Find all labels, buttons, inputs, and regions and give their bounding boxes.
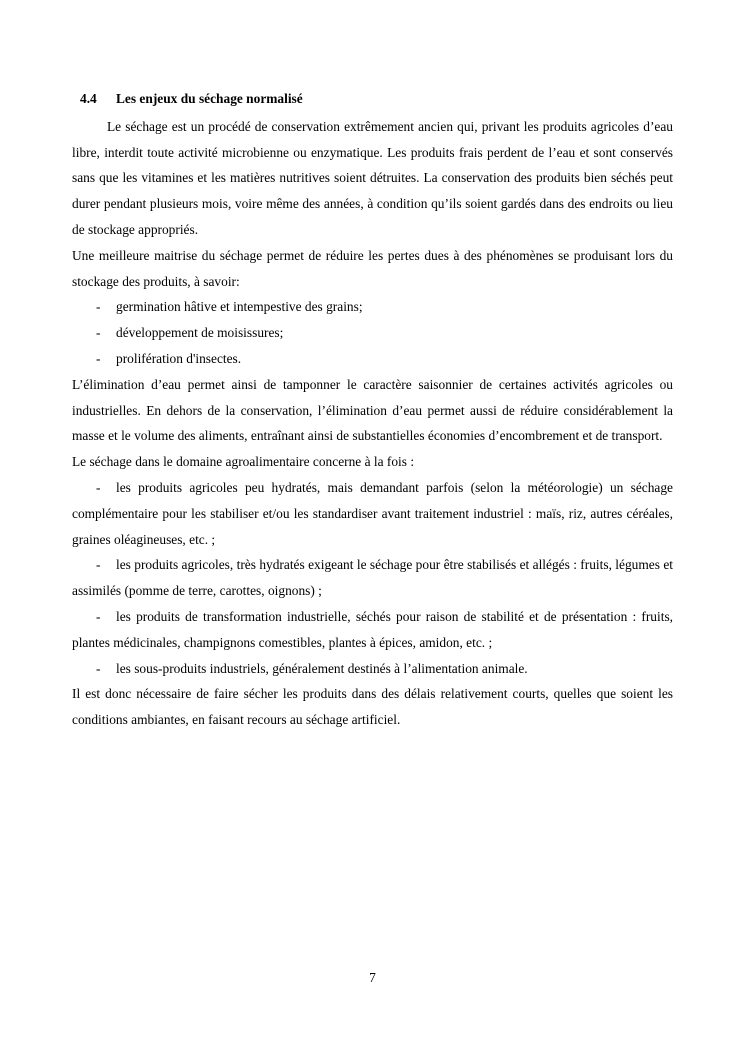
section-number: 4.4 [80,91,97,106]
list-item [72,294,673,320]
list-item [72,656,673,682]
products-list [72,475,673,681]
list-item-text: les produits agricoles, très hydratés exigeant le séchage pour être stabilisés et allégés : fruits, légumes et assimilés (pomme de terre, carottes, oignons) ; [72,557,673,599]
list-item-text: prolifération d'insectes. [116,350,242,366]
paragraph-water-removal: L’élimination d’eau permet ainsi de tamponner le caractère saisonnier de certaines activités agricoles ou industrielles. En dehors de la conservation, l’élimination d’eau permet aussi de réduire considérablement la masse et le volume des aliments, entraînant ainsi de substantielles économies d’encombrement et de transport. [72,376,673,444]
list-dash: - [96,660,101,676]
list-item-text: les produits agricoles peu hydratés, mais demandant parfois (selon la météorologie) un séchage complémentaire pour les stabiliser et/ou les standardiser avant traitement industriel : maïs, riz, autres céréales, graines oléagineuses, etc. ; [72,479,673,547]
list-item [72,604,673,656]
list-dash: - [96,350,101,366]
list-item-text: germination hâtive et intempestive des grains; [116,299,363,315]
list-item [72,346,673,372]
paragraph-agrofood: Le séchage dans le domaine agroalimentaire concerne à la fois : [72,454,415,470]
list-item-text: les produits de transformation industrielle, séchés pour raison de stabilité et de présentation : fruits, plantes médicinales, champignons comestibles, plantes à épices, amidon, etc. ; [72,608,673,650]
list-dash: - [96,479,101,495]
list-dash: - [96,608,101,624]
paragraph-intro: Le séchage est un procédé de conservation extrêmement ancien qui, privant les produits agricoles d’eau libre, interdit toute activité microbienne ou enzymatique. Les produits frais perdent de l’eau et sont conservés sans que les vitamines et les matières nutritives soient détruites. La conservation des produits bien séchés peut durer pendant plusieurs mois, voire même des années, à condition qu’ils soient gardés dans des endroits ou lieu de stockage appropriés. [72,118,673,237]
list-dash: - [96,299,101,315]
paragraph-losses: Une meilleure maitrise du séchage permet de réduire les pertes dues à des phénomènes se produisant lors du stockage des produits, à savoir: [72,247,673,289]
document-body [72,86,673,733]
section-title: Les enjeux du séchage normalisé [116,91,303,106]
losses-list [72,294,673,371]
page-number: 7 [369,970,376,985]
list-dash: - [96,325,101,341]
section-heading [72,86,673,112]
list-item [72,320,673,346]
list-dash: - [96,557,101,573]
paragraph-conclusion: Il est donc nécessaire de faire sécher les produits dans des délais relativement courts, quelles que soient les conditions ambiantes, en faisant recours au séchage artificiel. [72,686,673,728]
list-item-text: développement de moisissures; [116,325,284,341]
list-item-text: les sous-produits industriels, généralement destinés à l’alimentation animale. [116,660,528,676]
list-item [72,552,673,604]
list-item [72,475,673,552]
